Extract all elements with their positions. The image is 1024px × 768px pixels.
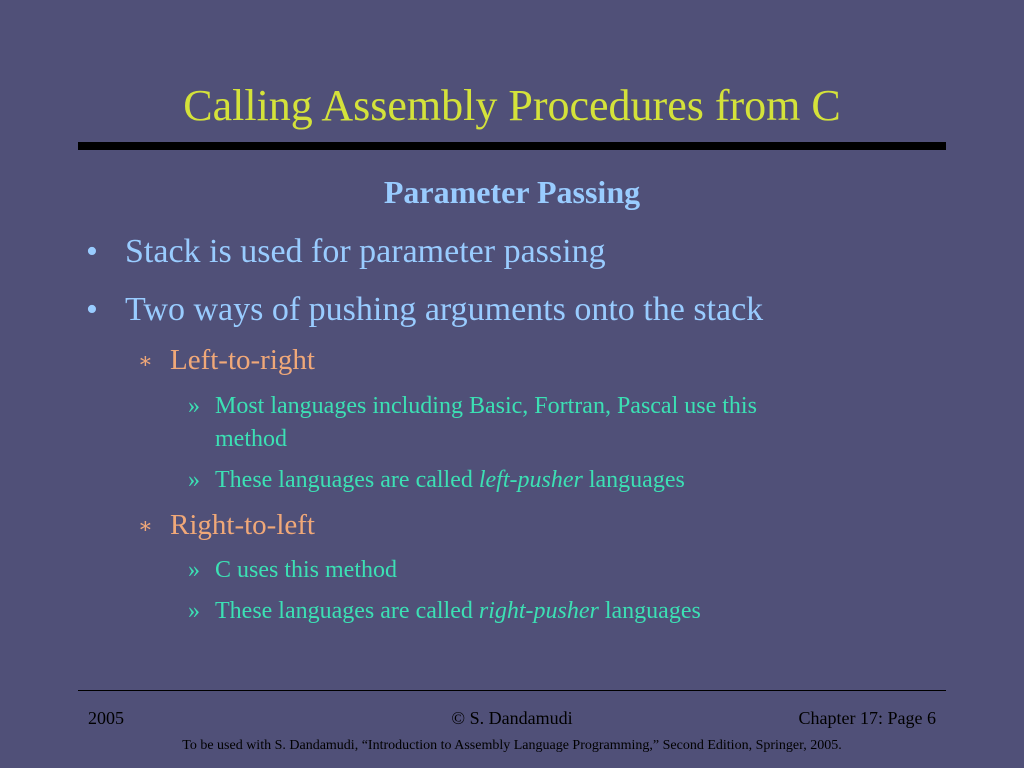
subsub-bullet-most-languages-line1: Most languages including Basic, Fortran, Pascal use this — [215, 393, 757, 419]
emphasis-left-pusher: left-pusher — [478, 467, 583, 493]
emphasis-right-pusher: right-pusher — [478, 598, 599, 624]
footer-author: © S. Dandamudi — [451, 708, 573, 728]
text-segment: These languages are called — [215, 467, 479, 493]
bullet-stack-parameter-passing: Stack is used for parameter passing — [125, 233, 606, 270]
footer-year: 2005 — [88, 708, 124, 728]
sub-bullet-left-to-right: Left-to-right — [170, 344, 315, 376]
subsub-bullet-marker: » — [188, 598, 200, 624]
text-segment: languages — [582, 467, 685, 493]
slide-title: Calling Assembly Procedures from C — [183, 81, 841, 130]
bullet-marker: • — [86, 291, 98, 328]
subsub-bullet-right-pusher — [215, 596, 701, 626]
subsub-bullet-most-languages-line2: method — [215, 426, 287, 452]
text-segment: These languages are called — [215, 598, 479, 624]
title-divider — [78, 142, 946, 150]
sub-bullet-marker: ∗ — [138, 348, 153, 373]
subsub-bullet-left-pusher — [215, 465, 685, 495]
footer-divider — [78, 690, 946, 691]
sub-bullet-right-to-left: Right-to-left — [170, 509, 315, 541]
footer-page: Chapter 17: Page 6 — [798, 708, 936, 728]
subsub-bullet-c-uses-method: C uses this method — [215, 557, 398, 583]
bullet-two-ways-pushing: Two ways of pushing arguments onto the stack — [125, 291, 764, 328]
footer-note: To be used with S. Dandamudi, “Introduction to Assembly Language Programming,” Second Edition, Springer, 2005. — [182, 738, 842, 753]
sub-bullet-marker: ∗ — [138, 513, 153, 538]
subsub-bullet-marker: » — [188, 393, 200, 419]
subsub-bullet-marker: » — [188, 467, 200, 493]
slide-subtitle: Parameter Passing — [383, 174, 641, 210]
subsub-bullet-marker: » — [188, 557, 200, 583]
bullet-marker: • — [86, 233, 98, 270]
text-segment: languages — [598, 598, 701, 624]
